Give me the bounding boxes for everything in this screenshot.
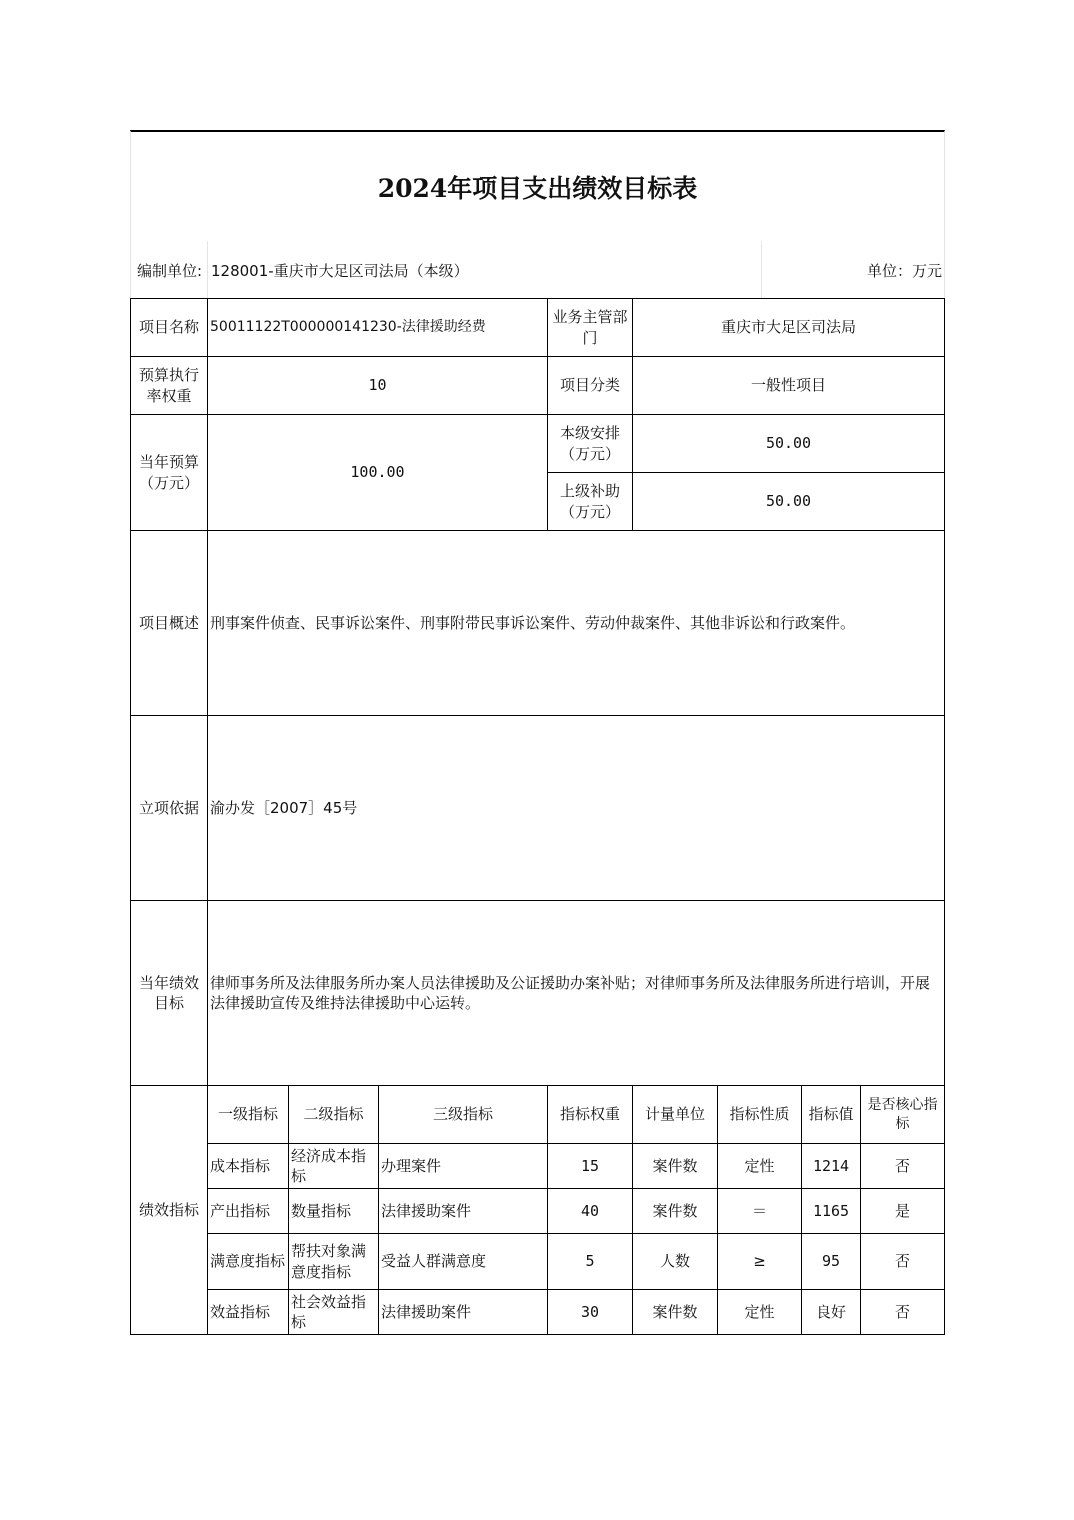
local-label: 本级安排（万元） [548, 415, 633, 473]
cell-nature: 定性 [718, 1144, 802, 1189]
cell-value: 1214 [802, 1144, 861, 1189]
overview-value: 刑事案件侦查、民事诉讼案件、刑事附带民事诉讼案件、劳动仲裁案件、其他非诉讼和行政案件。 [208, 531, 945, 716]
table-row [131, 1144, 945, 1189]
weight-value: 10 [208, 357, 548, 415]
cell-level3: 法律援助案件 [379, 1189, 548, 1234]
cell-weight: 30 [548, 1290, 633, 1335]
cell-nature: ＝ [718, 1189, 802, 1234]
cell-value: 良好 [802, 1290, 861, 1335]
cell-level2: 经济成本指标 [289, 1144, 379, 1189]
cell-weight: 15 [548, 1144, 633, 1189]
header-level1: 一级指标 [208, 1086, 289, 1144]
budget-value: 100.00 [208, 415, 548, 531]
org-label: 编制单位: [137, 262, 203, 280]
page-title: 2024年项目支出绩效目标表 [377, 173, 698, 203]
header-level3: 三级指标 [379, 1086, 548, 1144]
table-row [131, 1234, 945, 1290]
cell-unit: 案件数 [633, 1144, 718, 1189]
cell-level3: 办理案件 [379, 1144, 548, 1189]
header-weight: 指标权重 [548, 1086, 633, 1144]
overview-label: 项目概述 [131, 531, 208, 716]
weight-label: 预算执行率权重 [131, 357, 208, 415]
header-unit: 计量单位 [633, 1086, 718, 1144]
project-name-value: 50011122T000000141230-法律援助经费 [208, 299, 548, 357]
project-name-label: 项目名称 [131, 299, 208, 357]
header-core: 是否核心指标 [861, 1086, 945, 1144]
header-level2: 二级指标 [289, 1086, 379, 1144]
cell-level1: 效益指标 [208, 1290, 289, 1335]
cell-core: 是 [861, 1189, 945, 1234]
title-box [130, 130, 945, 241]
cell-level3: 受益人群满意度 [379, 1234, 548, 1290]
goal-label: 当年绩效目标 [131, 901, 208, 1086]
cell-nature: ≥ [718, 1234, 802, 1290]
cell-core: 否 [861, 1234, 945, 1290]
cell-core: 否 [861, 1144, 945, 1189]
table-row [131, 1290, 945, 1335]
cell-unit: 案件数 [633, 1189, 718, 1234]
cell-level1: 满意度指标 [208, 1234, 289, 1290]
cell-weight: 5 [548, 1234, 633, 1290]
cell-level3: 法律援助案件 [379, 1290, 548, 1335]
cell-level1: 成本指标 [208, 1144, 289, 1189]
cell-nature: 定性 [718, 1290, 802, 1335]
category-value: 一般性项目 [633, 357, 945, 415]
unit-row [130, 241, 945, 299]
dept-value: 重庆市大足区司法局 [633, 299, 945, 357]
budget-label: 当年预算（万元） [131, 415, 208, 531]
local-value: 50.00 [633, 415, 945, 473]
cell-level1: 产出指标 [208, 1189, 289, 1234]
cell-unit: 人数 [633, 1234, 718, 1290]
basis-label: 立项依据 [131, 716, 208, 901]
table-row [131, 1189, 945, 1234]
cell-value: 1165 [802, 1189, 861, 1234]
grid-line [207, 241, 208, 299]
grid-line [761, 241, 762, 299]
main-table [130, 298, 945, 1335]
category-label: 项目分类 [548, 357, 633, 415]
goal-value: 律师事务所及法律服务所办案人员法律援助及公证援助办案补贴；对律师事务所及法律服务所进行培训，开展法律援助宣传及维持法律援助中心运转。 [208, 901, 945, 1086]
cell-level2: 数量指标 [289, 1189, 379, 1234]
cell-value: 95 [802, 1234, 861, 1290]
cell-core: 否 [861, 1290, 945, 1335]
upper-value: 50.00 [633, 473, 945, 531]
header-value: 指标值 [802, 1086, 861, 1144]
org-value: 128001-重庆市大足区司法局（本级） [211, 262, 469, 280]
dept-label: 业务主管部门 [548, 299, 633, 357]
cell-unit: 案件数 [633, 1290, 718, 1335]
cell-level2: 社会效益指标 [289, 1290, 379, 1335]
cell-weight: 40 [548, 1189, 633, 1234]
unit-label: 单位：万元 [866, 262, 942, 280]
header-nature: 指标性质 [718, 1086, 802, 1144]
upper-label: 上级补助（万元） [548, 473, 633, 531]
cell-level2: 帮扶对象满意度指标 [289, 1234, 379, 1290]
basis-value: 渝办发［2007］45号 [208, 716, 945, 901]
indicators-label: 绩效指标 [131, 1086, 208, 1335]
